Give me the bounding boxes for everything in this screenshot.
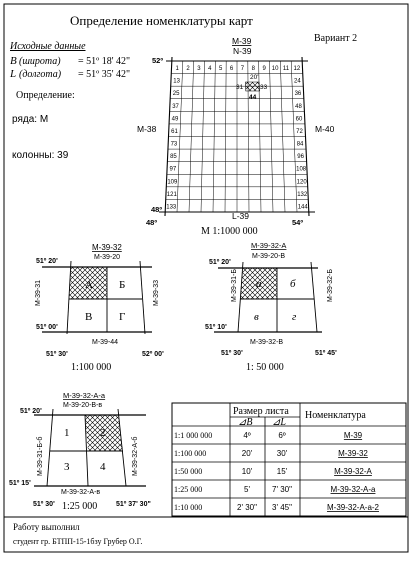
map25k-cell-4: 4 xyxy=(100,461,106,473)
table-nom: M-39-32-A-a-2 xyxy=(326,503,380,512)
millionth-cell-number: 60 xyxy=(295,116,303,123)
millionth-cell-number: 73 xyxy=(170,141,178,148)
table-header-dl: ⊿L xyxy=(272,417,286,428)
table-db: 20' xyxy=(241,449,253,458)
millionth-cell-number: 36 xyxy=(294,91,302,98)
map50k-lon-left: 51º 30' xyxy=(221,350,243,357)
millionth-cell-number: 8 xyxy=(251,66,255,73)
map100k-lon-left: 51º 30' xyxy=(46,351,68,358)
millionth-cell-number: 37 xyxy=(172,103,179,110)
millionth-cell-number: 10 xyxy=(271,66,279,73)
source-heading: Исходные данные xyxy=(10,41,86,52)
millionth-cell-number: 85 xyxy=(170,154,177,161)
table-scale: 1:25 000 xyxy=(174,485,203,494)
lon-paren: (долгота) xyxy=(19,69,62,80)
millionth-cell-number: 72 xyxy=(296,128,303,135)
millionth-cell-number: 61 xyxy=(171,128,178,135)
map100k-west-nom: M-39-31 xyxy=(35,279,42,306)
page-title: Определение номенклатуры карт xyxy=(70,13,253,28)
millionth-cell-number: 132 xyxy=(297,191,308,198)
table-scale: 1:100 000 xyxy=(174,449,207,458)
map100k-cell-a: А xyxy=(85,279,93,291)
map25k-scale: 1:25 000 xyxy=(62,501,98,512)
millionth-cell-number: 108 xyxy=(296,166,307,173)
millionth-cell-number: 6 xyxy=(229,66,234,73)
millionth-cell-number: 12 xyxy=(293,66,301,73)
map50k-north-nom: M-39-20-B xyxy=(252,253,286,260)
map50k-scale: 1: 50 000 xyxy=(246,362,284,373)
millionth-cell-number: 1 xyxy=(175,66,179,73)
nomenclature-table xyxy=(172,403,406,516)
millionth-lat-bottom: 48º xyxy=(151,205,163,214)
millionth-mark-44: 44 xyxy=(249,94,257,101)
variant-label: Вариант 2 xyxy=(314,33,358,44)
map50k-east-nom: M-39-32-Б xyxy=(327,269,334,302)
table-nom: M-39 xyxy=(343,431,363,440)
millionth-east-nom: M-40 xyxy=(315,124,335,134)
millionth-cell-number: 4 xyxy=(208,66,212,73)
millionth-target-cell xyxy=(246,82,260,91)
millionth-grid xyxy=(159,57,315,216)
millionth-cell-number: 9 xyxy=(262,66,266,73)
lon-label: L xyxy=(10,68,17,80)
definition-heading: Определение: xyxy=(16,90,75,101)
table-scale: 1:50 000 xyxy=(174,467,203,476)
lat-label: B xyxy=(10,55,17,67)
table-header-nom: Номенклатура xyxy=(305,410,366,421)
millionth-cell-number: 11 xyxy=(282,66,290,73)
map-100k xyxy=(35,243,164,373)
map25k-lat-top: 51º 20' xyxy=(20,408,42,415)
footer-line1: Работу выполнил xyxy=(13,522,80,532)
map50k-top-nom: M-39-32-A xyxy=(251,241,287,250)
map50k-cell-b: б xyxy=(290,278,296,290)
lat-paren: (широта) xyxy=(19,56,61,67)
map25k-south-nom: M-39-32-А-в xyxy=(61,489,101,496)
millionth-south-nom: L-39 xyxy=(232,211,250,221)
millionth-cell-number: 120 xyxy=(296,179,307,186)
map25k-cell-3: 3 xyxy=(64,461,70,473)
millionth-lat-top: 52º xyxy=(152,56,164,65)
millionth-cell-number: 133 xyxy=(166,204,177,211)
millionth-top-nom: M-39 xyxy=(232,36,252,46)
map100k-lat-bottom: 51º 00' xyxy=(36,324,58,331)
map50k-west-nom: M-39-31-Б xyxy=(231,269,238,302)
millionth-lon-left: 48º xyxy=(146,218,158,227)
table-db: 10' xyxy=(241,467,253,476)
column-label: колонны: 39 xyxy=(12,150,69,161)
millionth-cell-number: 25 xyxy=(172,91,180,98)
millionth-mark-20: 20' xyxy=(250,74,259,81)
footer-line2: студент гр. БТПП-15-1бзу Грубер О.Г. xyxy=(13,537,143,546)
map50k-cell-g: г xyxy=(292,311,297,323)
table-dl: 7' 30" xyxy=(272,485,292,494)
millionth-cell-number: 24 xyxy=(294,78,301,85)
table-header-size: Размер листа xyxy=(233,406,289,417)
table-scale: 1:10 000 xyxy=(174,503,203,512)
map100k-cell-b: Б xyxy=(119,279,126,291)
millionth-cell-number: 109 xyxy=(167,179,178,186)
map25k-lon-left: 51º 30' xyxy=(33,501,55,508)
millionth-cell-number: 84 xyxy=(296,141,304,148)
row-label: ряда: М xyxy=(12,114,49,125)
table-db: 4º xyxy=(243,431,251,440)
map25k-lon-right: 51º 37' 30" xyxy=(116,501,151,508)
millionth-mark-31: 31 xyxy=(236,84,244,91)
millionth-north-nom: N-39 xyxy=(233,46,252,56)
map50k-cell-a: а xyxy=(256,278,262,290)
map25k-lat-bottom: 51º 15' xyxy=(9,480,31,487)
millionth-cell-number: 49 xyxy=(171,116,179,123)
map100k-top-nom: M-39-32 xyxy=(92,243,122,252)
millionth-cell-number: 96 xyxy=(297,154,304,161)
millionth-map xyxy=(137,36,335,237)
millionth-mark-33: 33 xyxy=(260,84,268,91)
map25k-top-nom: M-39-32-A-а xyxy=(63,391,106,400)
map50k-cell-v: в xyxy=(254,311,259,323)
map50k-lat-top: 51º 20' xyxy=(209,259,231,266)
map100k-cell-g: Г xyxy=(119,311,126,323)
millionth-cell-number: 48 xyxy=(295,103,302,110)
table-header-db: ⊿B xyxy=(238,417,253,428)
millionth-cell-number: 3 xyxy=(197,66,201,73)
millionth-lon-right: 54º xyxy=(292,218,304,227)
millionth-cell-number: 13 xyxy=(173,78,180,85)
map100k-scale: 1:100 000 xyxy=(71,362,112,373)
millionth-cell-number: 97 xyxy=(169,166,177,173)
table-nom: M-39-32 xyxy=(338,449,368,458)
map-50k xyxy=(205,241,337,373)
map25k-west-nom: M-39-31-Б-б xyxy=(37,436,44,476)
lat-value: = 51º 18' 42" xyxy=(78,56,131,67)
table-nom: M-39-32-A xyxy=(334,467,372,476)
millionth-cell-number: 7 xyxy=(240,66,245,73)
map50k-lat-bottom: 51º 10' xyxy=(205,324,227,331)
table-db: 2' 30" xyxy=(237,503,257,512)
table-dl: 6º xyxy=(278,431,286,440)
millionth-cell-number: 144 xyxy=(297,204,308,211)
map100k-lon-right: 52º 00' xyxy=(142,351,164,358)
map25k-cell-1: 1 xyxy=(64,427,70,439)
map50k-south-nom: M-39-32-В xyxy=(250,339,284,346)
table-dl: 15' xyxy=(276,467,288,476)
table-db: 5' xyxy=(244,485,250,494)
map100k-north-nom: M-39-20 xyxy=(94,254,121,261)
map-25k xyxy=(9,391,151,512)
map50k-lon-right: 51º 45' xyxy=(315,350,337,357)
map25k-north-nom: M-39-20-В-в xyxy=(63,402,103,409)
map100k-east-nom: M-39-33 xyxy=(153,279,160,306)
lon-value: = 51º 35' 42" xyxy=(78,69,131,80)
millionth-row1-labels xyxy=(175,66,300,72)
table-dl: 3' 45" xyxy=(272,503,292,512)
map25k-cell-2: 2 xyxy=(100,427,106,439)
millionth-cell-number: 5 xyxy=(219,66,223,73)
table-nom: M-39-32-A-a xyxy=(330,485,376,494)
millionth-cell-number: 121 xyxy=(166,191,177,198)
map100k-lat-top: 51º 20' xyxy=(36,258,58,265)
map100k-cell-v: В xyxy=(85,311,93,323)
millionth-scale: M 1:1000 000 xyxy=(201,226,258,237)
table-dl: 30' xyxy=(276,449,288,458)
millionth-cell-number: 2 xyxy=(186,66,190,73)
millionth-west-nom: M-38 xyxy=(137,124,157,134)
map25k-east-nom: M-39-32-А-б xyxy=(132,436,139,476)
map100k-south-nom: M-39-44 xyxy=(92,339,119,346)
table-scale: 1:1 000 000 xyxy=(174,431,213,440)
